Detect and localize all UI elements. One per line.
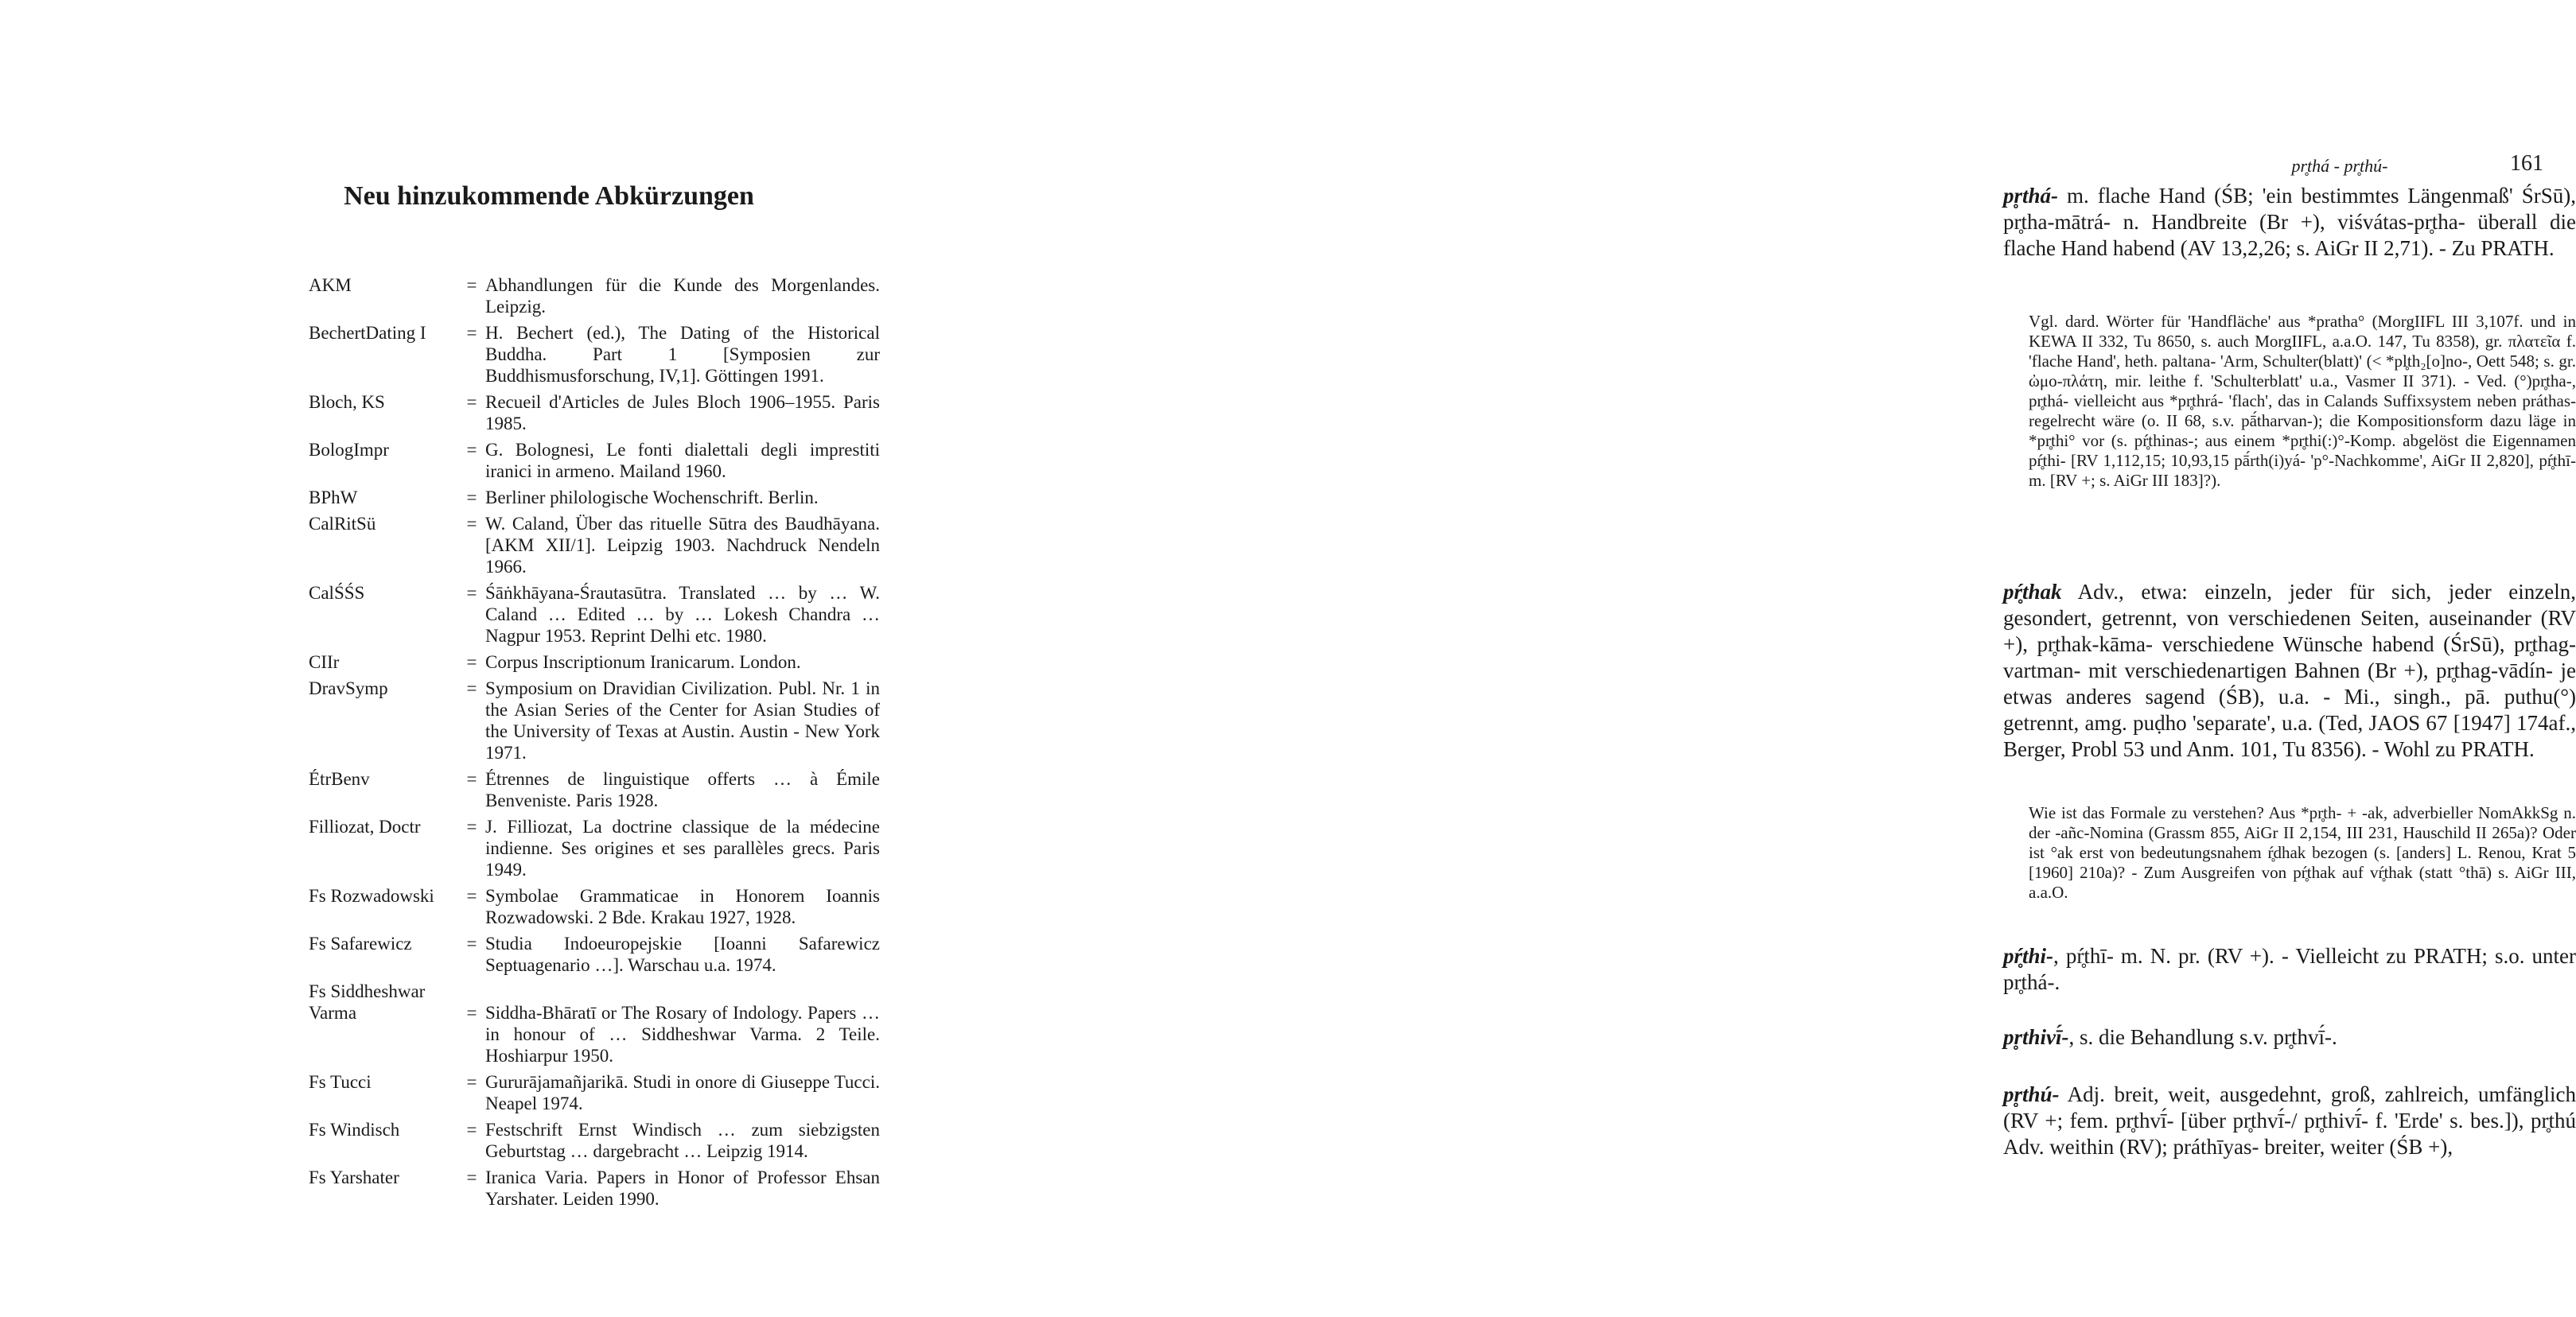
abbreviation-row: [309, 439, 880, 482]
abbreviation-key: CIIr: [309, 652, 340, 672]
abbreviation-row: [309, 651, 880, 673]
abbreviation-row: [309, 678, 880, 763]
abbreviation-key: AKM: [309, 275, 352, 295]
abbreviation-value: Siddha-Bhāratī or The Rosary of Indology. Papers … in honour of … Siddheshwar Varma. 2 Teile. Hoshiarpur 1950.: [485, 1003, 880, 1066]
abbreviation-value: Étrennes de linguistique offerts … à Émile Benveniste. Paris 1928.: [485, 769, 880, 810]
equals-sign: =: [466, 275, 477, 295]
entry-headword: pr̥thú-: [2003, 1082, 2060, 1106]
abbreviation-value: Symposium on Dravidian Civilization. Publ. Nr. 1 in the Asian Series of the Center for Asian Studies of the University of Texas at Austin. Austin - New York 1971.: [485, 678, 880, 763]
abbreviation-row: [309, 322, 880, 387]
equals-sign: =: [466, 583, 477, 603]
abbreviation-key: BPhW: [309, 488, 358, 507]
abbreviation-key: CalŚŚS: [309, 583, 365, 603]
equals-sign: =: [466, 488, 477, 507]
abbreviation-value: Studia Indoeuropejskie [Ioanni Safarewicz Septuagenario …]. Warschau u.a. 1974.: [485, 934, 880, 975]
abbreviation-row: [309, 1119, 880, 1162]
abbreviation-key: Fs Siddheshwar Varma: [309, 981, 426, 1023]
dictionary-entry: [2003, 1024, 2576, 1051]
entry-text: Adv., etwa: einzeln, jeder für sich, jeder einzeln, gesondert, getrennt, von verschiedenen Seiten, auseinander (RV +), pr̥thak-kāma- verschiedene Wünsche habend (ŚrSū), pr̥thag-vartman- mit verschiedenartigen Bahnen (Br +), pr̥thag-vādín- je etwas anderes sagend (ŚB), u.a. - Mi., singh., pā. puthu(°) getrennt, amg. puḍho 'separate', u.a. (Ted, JAOS 67 [1947] 174af., Berger, Probl 53 und Anm. 101, Tu 8356). - Wohl zu PRATH.: [2003, 580, 2576, 761]
abbreviation-value: Gururājamañjarikā. Studi in onore di Giuseppe Tucci. Neapel 1974.: [485, 1072, 880, 1113]
page-title: Neu hinzukommende Abkürzungen: [344, 181, 754, 211]
equals-sign: =: [466, 1003, 477, 1023]
abbreviation-key: Fs Rozwadowski: [309, 886, 434, 906]
entry-text: Adj. breit, weit, ausgedehnt, groß, zahlreich, umfänglich (RV +; fem. pr̥thvī́- [über pr̥thvī́-/ pr̥thivī́- f. 'Erde' s. bes.]), pr̥thú Adv. weithin (RV); práthīyas- breiter, weiter (ŚB +),: [2003, 1082, 2576, 1159]
abbreviation-key: Fs Windisch: [309, 1120, 400, 1140]
entry-headword: pr̥thá-: [2003, 184, 2059, 208]
abbreviation-value: Śāṅkhāyana-Śrautasūtra. Translated … by … W. Caland … Edited … by … Lokesh Chandra … Nagpur 1953. Reprint Delhi etc. 1980.: [485, 583, 880, 646]
entry-note: Wie ist das Formale zu verstehen? Aus *pr̥th- + -ak, adverbieller NomAkkSg n. der -añc-Nomina (Grassm 855, AiGr II 2,154, III 231, Hauschild II 265a)? Oder ist °ak erst von bedeutungsnahem ŕ̥dhak bezogen (s. [anders] L. Renou, Krat 5 [1960] 210a)? - Zum Ausgreifen von pŕ̥thak auf vŕ̥thak (statt °thā) s. AiGr III, a.a.O.: [2029, 803, 2576, 902]
abbreviation-value: Iranica Varia. Papers in Honor of Professor Ehsan Yarshater. Leiden 1990.: [485, 1167, 880, 1209]
abbreviation-value: G. Bolognesi, Le fonti dialettali degli imprestiti iranici in armeno. Mailand 1960.: [485, 440, 880, 481]
abbreviation-value: J. Filliozat, La doctrine classique de la médecine indienne. Ses origines et ses parallèles grecs. Paris 1949.: [485, 817, 880, 880]
abbreviation-table: [309, 274, 880, 1214]
entry-headword: pŕ̥thi-: [2003, 944, 2054, 968]
entry-text: , s. die Behandlung s.v. pr̥thvī́-.: [2068, 1025, 2337, 1049]
abbreviation-key: Fs Tucci: [309, 1072, 372, 1092]
abbreviation-row: [309, 768, 880, 811]
right-page: [932, 0, 2576, 1317]
abbreviation-key: CalRitSü: [309, 514, 376, 534]
dictionary-entry: [2003, 579, 2576, 763]
equals-sign: =: [466, 440, 477, 460]
abbreviation-value: Corpus Inscriptionum Iranicarum. London.: [485, 652, 801, 672]
abbreviation-value: Abhandlungen für die Kunde des Morgenlandes. Leipzig.: [485, 275, 880, 317]
equals-sign: =: [466, 1120, 477, 1140]
abbreviation-row: [309, 933, 880, 976]
abbreviation-value: W. Caland, Über das rituelle Sūtra des Baudhāyana. [AKM XII/1]. Leipzig 1903. Nachdruck Nendeln 1966.: [485, 514, 880, 577]
equals-sign: =: [466, 934, 477, 954]
abbreviation-key: ÉtrBenv: [309, 769, 370, 789]
page-number: 161: [2510, 151, 2543, 176]
equals-sign: =: [466, 886, 477, 906]
abbreviation-value: Berliner philologische Wochenschrift. Berlin.: [485, 488, 819, 507]
equals-sign: =: [466, 1072, 477, 1092]
entry-note: Vgl. dard. Wörter für 'Handfläche' aus *pratha° (MorgIIFL III 3,107f. und in KEWA II 332, Tu 8650, s. auch MorgIIFL, a.a.O. 147, Tu 8358), gr. πλατεῖα f. 'flache Hand', heth. paltana- 'Arm, Schulter(blatt)' (< *pl̥th₂[o]no-, Oett 548; s. gr. ὠμο-πλάτη, mir. leithe f. 'Schulterblatt' u.a., Vasmer II 371). - Ved. (°)pr̥tha-, pr̥thá- vielleicht aus *pr̥thrá- 'flach', das in Calands Suffixsystem neben práthas- regelrecht wäre (o. II 68, s.v. pā́tharvan-); die Kompositionsform dazu läge in *pr̥thi° vor (s. pŕ̥thinas-; aus einem *pr̥thi(:)°-Komp. abgelöst die Eigennamen pŕ̥thi- [RV 1,112,15; 10,93,15 pā́rth(i)yá- 'p°-Nachkomme', AiGr II 2,820], pŕ̥thī- m. [RV +; s. AiGr III 183]?).: [2029, 312, 2576, 490]
abbreviation-key: DravSymp: [309, 678, 388, 698]
abbreviation-key: BologImpr: [309, 440, 389, 460]
abbreviation-row: [309, 391, 880, 434]
abbreviation-key: Bloch, KS: [309, 392, 385, 412]
entry-text: m. flache Hand (ŚB; 'ein bestimmtes Längenmaß' ŚrSū), pr̥tha-mātrá- n. Handbreite (Br +), viśvátas-pr̥tha- überall die flache Hand habend (AV 13,2,26; s. AiGr II 2,71). - Zu PRATH.: [2003, 184, 2576, 260]
running-head: pr̥thá - pr̥thú-: [2291, 156, 2388, 176]
equals-sign: =: [466, 323, 477, 343]
entry-text: , pŕ̥thī- m. N. pr. (RV +). - Vielleicht zu PRATH; s.o. unter pr̥thá-.: [2003, 944, 2576, 994]
equals-sign: =: [466, 392, 477, 412]
equals-sign: =: [466, 1167, 477, 1187]
abbreviation-row: [309, 487, 880, 508]
equals-sign: =: [466, 817, 477, 837]
abbreviation-value: H. Bechert (ed.), The Dating of the Historical Buddha. Part 1 [Symposien zur Buddhismusforschung, IV,1]. Göttingen 1991.: [485, 323, 880, 386]
equals-sign: =: [466, 652, 477, 672]
abbreviation-key: Fs Safarewicz: [309, 934, 412, 954]
abbreviation-row: [309, 1167, 880, 1210]
left-page: [0, 0, 932, 1317]
entry-headword: pr̥thivī́-: [2003, 1025, 2069, 1049]
entry-headword: pŕ̥thak: [2003, 580, 2062, 604]
abbreviation-value: Recueil d'Articles de Jules Bloch 1906–1955. Paris 1985.: [485, 392, 880, 433]
dictionary-entry: [2003, 1082, 2576, 1160]
equals-sign: =: [466, 769, 477, 789]
abbreviation-key: BechertDating I: [309, 323, 426, 343]
abbreviation-row: [309, 274, 880, 317]
abbreviation-key: Fs Yarshater: [309, 1167, 399, 1187]
abbreviation-row: [309, 582, 880, 647]
abbreviation-row: [309, 885, 880, 928]
abbreviation-row: [309, 513, 880, 577]
abbreviation-row: [309, 981, 880, 1066]
dictionary-entry: [2003, 943, 2576, 996]
dictionary-entry: [2003, 183, 2576, 262]
abbreviation-row: [309, 1071, 880, 1114]
abbreviation-key: Filliozat, Doctr: [309, 817, 421, 837]
abbreviation-value: Symbolae Grammaticae in Honorem Ioannis Rozwadowski. 2 Bde. Krakau 1927, 1928.: [485, 886, 880, 927]
equals-sign: =: [466, 678, 477, 698]
abbreviation-value: Festschrift Ernst Windisch … zum siebzigsten Geburtstag … dargebracht … Leipzig 1914.: [485, 1120, 880, 1161]
abbreviation-row: [309, 816, 880, 880]
equals-sign: =: [466, 514, 477, 534]
